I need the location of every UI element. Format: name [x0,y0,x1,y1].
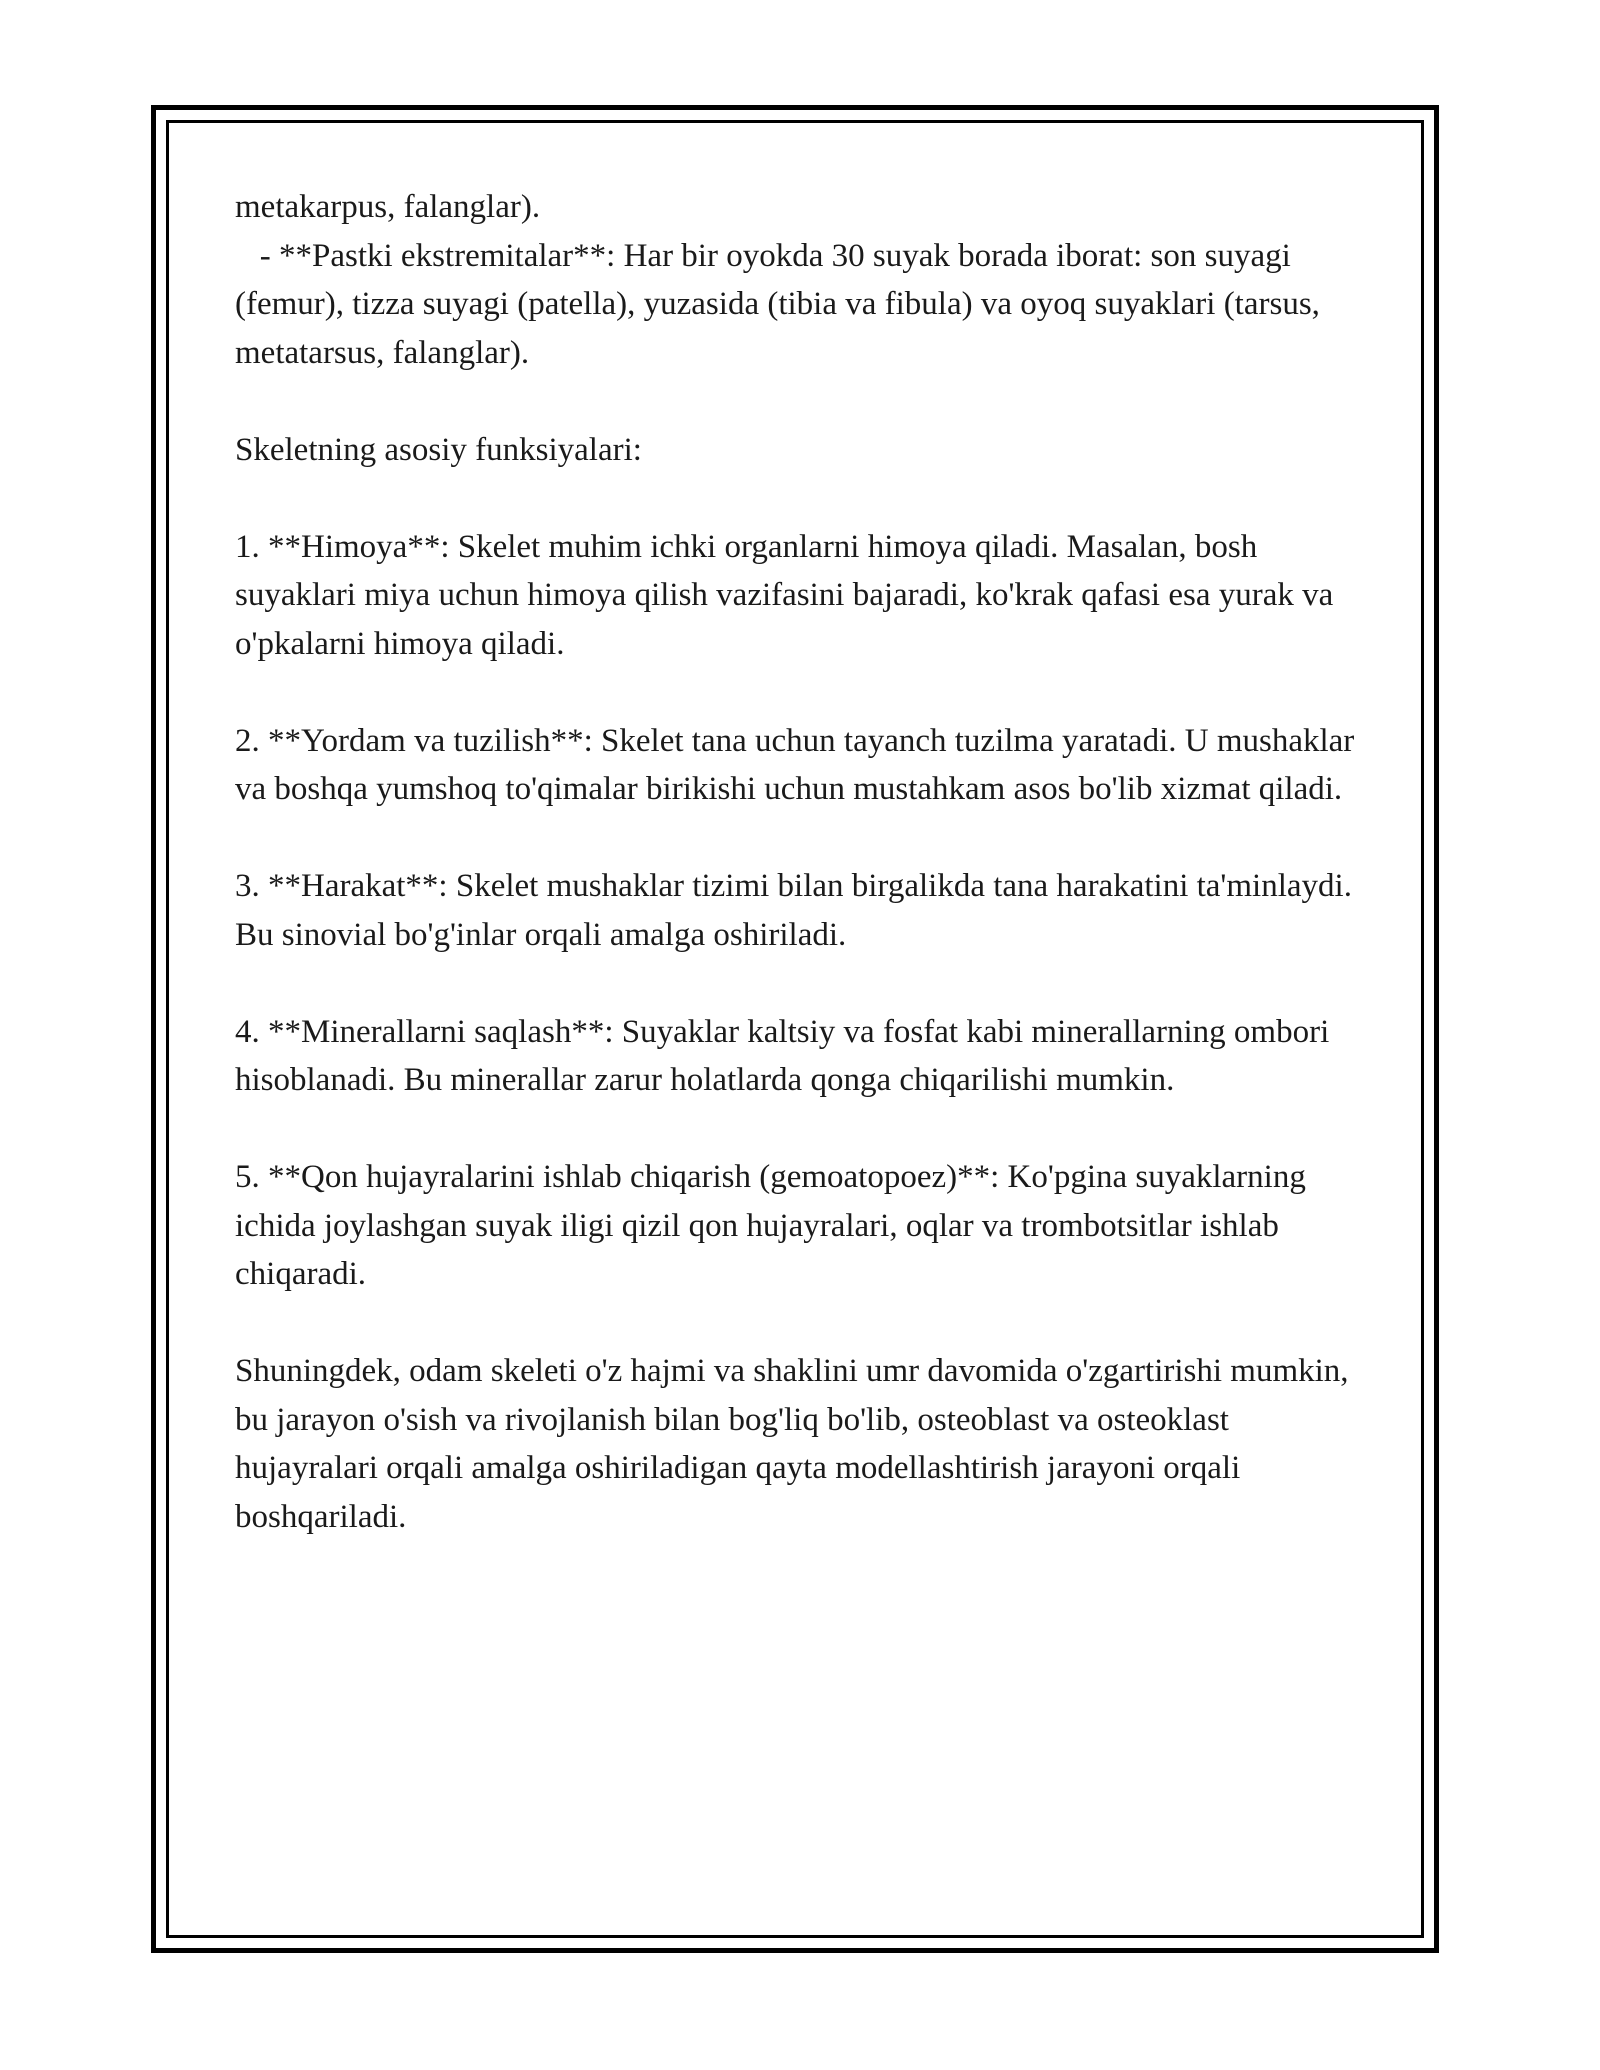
list-item-mineral-storage: 4. **Minerallarni saqlash**: Suyaklar kaltsiy va fosfat kabi minerallarning ombori hisoblanadi. Bu minerallar zarur holatlarda qonga chiqarilishi mumkin. [235,1013,1338,1098]
list-item-protection: 1. **Himoya**: Skelet muhim ichki organlarni himoya qiladi. Masalan, bosh suyaklari miya uchun himoya qilish vazifasini bajaradi, ko'krak qafasi esa yurak va o'pkalarni himoya qiladi. [235,528,1342,662]
list-item-movement: 3. **Harakat**: Skelet mushaklar tizimi bilan birgalikda tana harakatini ta'minlaydi. Bu sinovial bo'g'inlar orqali amalga oshiriladi. [235,868,1361,953]
paragraph-continuation: metakarpus, falanglar). [235,189,541,225]
section-heading-functions: Skeletning asosiy funksiyalari: [235,431,642,468]
paragraph-lower-limbs: - **Pastki ekstremitalar**: Har bir oyokda 30 suyak borada iborat: son suyagi (femur), tizza suyagi (patella), yuzasida (tibia va fibula) va oyoq suyaklari (tarsus, metatarsus, falanglar). [235,237,1329,371]
paragraph-conclusion: Shuningdek, odam skeleti o'z hajmi va shaklini umr davomida o'zgartirishi mumkin, bu jarayon o'sish va rivojlanish bilan bog'liq bo'lib, osteoblast va osteoklast hujayralari orqali amalga oshiriladigan qayta modellashtirish jarayoni orqali boshqariladi. [235,1353,1357,1535]
list-item-blood-cell-production: 5. **Qon hujayralarini ishlab chiqarish (gemoatopoez)**: Ko'pgina suyaklarning ichida joylashgan suyak iligi qizil qon hujayralari, oqlar va trombotsitlar ishlab chiqaradi. [235,1159,1315,1292]
list-item-support: 2. **Yordam va tuzilish**: Skelet tana uchun tayanch tuzilma yaratadi. U mushaklar va boshqa yumshoq to'qimalar birikishi uchun mustahkam asos bo'lib xizmat qiladi. [235,722,1363,807]
document-body [235,183,1363,1590]
